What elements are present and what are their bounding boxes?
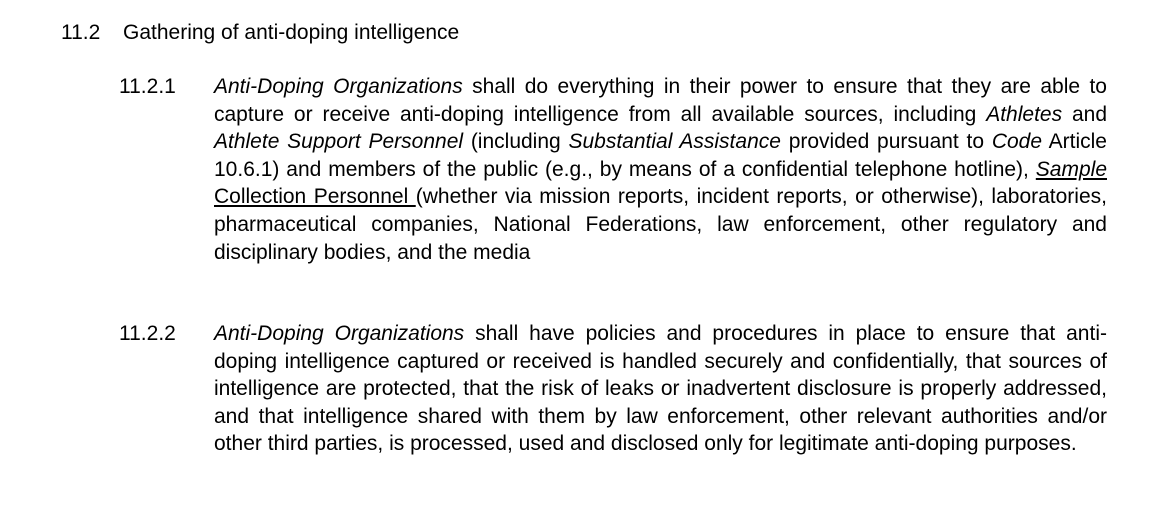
clause-text-segment: provided pursuant to [780, 130, 992, 154]
clause-text-segment: Sample [1035, 157, 1107, 181]
clause-text-segment: (whether via mission reports, incident reports, or otherwise), laboratories, pharmaceutical companies, National Federations, law enforcement, other regulatory and disciplinary bodies, and the media [214, 185, 1107, 264]
clause-body [214, 73, 1107, 266]
section-number: 11.2 [61, 21, 101, 44]
clause-11-2-2 [119, 320, 1107, 458]
clause-text-segment: Anti-Doping Organizations [214, 322, 465, 345]
clause-text-segment: and [1062, 102, 1107, 126]
clause-text-segment: Code [991, 130, 1043, 154]
clause-text-segment: Anti-Doping Organizations [214, 75, 463, 98]
clause-text-segment: Athlete Support Personnel [214, 130, 464, 154]
clause-11-2-1 [119, 73, 1107, 266]
clause-text-segment: shall do everything in their power to ensure that they are able to capture or receive anti-doping intelligence from all available sources, including [214, 75, 1107, 126]
clause-number: 11.2.1 [119, 75, 176, 98]
clause-text-segment: shall have policies and procedures in place to ensure that anti-doping intelligence captured or received is handled securely and confidentially, that sources of intelligence are protected, that the risk of leaks or inadvertent disclosure is properly addressed, and that intelligence shared with them by law enforcement, other relevant authorities and/or other third parties, is processed, used and disclosed only for legitimate anti-doping purposes. [214, 322, 1107, 456]
clause-text-segment: Athletes [986, 102, 1063, 126]
clause-text-segment: (including [463, 130, 569, 154]
clause-number: 11.2.2 [119, 322, 176, 345]
clause-text-segment: Collection Personnel [214, 185, 416, 209]
clause-body [214, 320, 1107, 458]
clause-text-segment: Article 10.6.1) and members of the public (e.g., by means of a confidential telephone hotline), [214, 130, 1107, 181]
section-heading [61, 19, 459, 47]
section-title: Gathering of anti-doping intelligence [123, 21, 460, 44]
clause-text-segment: Substantial Assistance [568, 130, 781, 154]
